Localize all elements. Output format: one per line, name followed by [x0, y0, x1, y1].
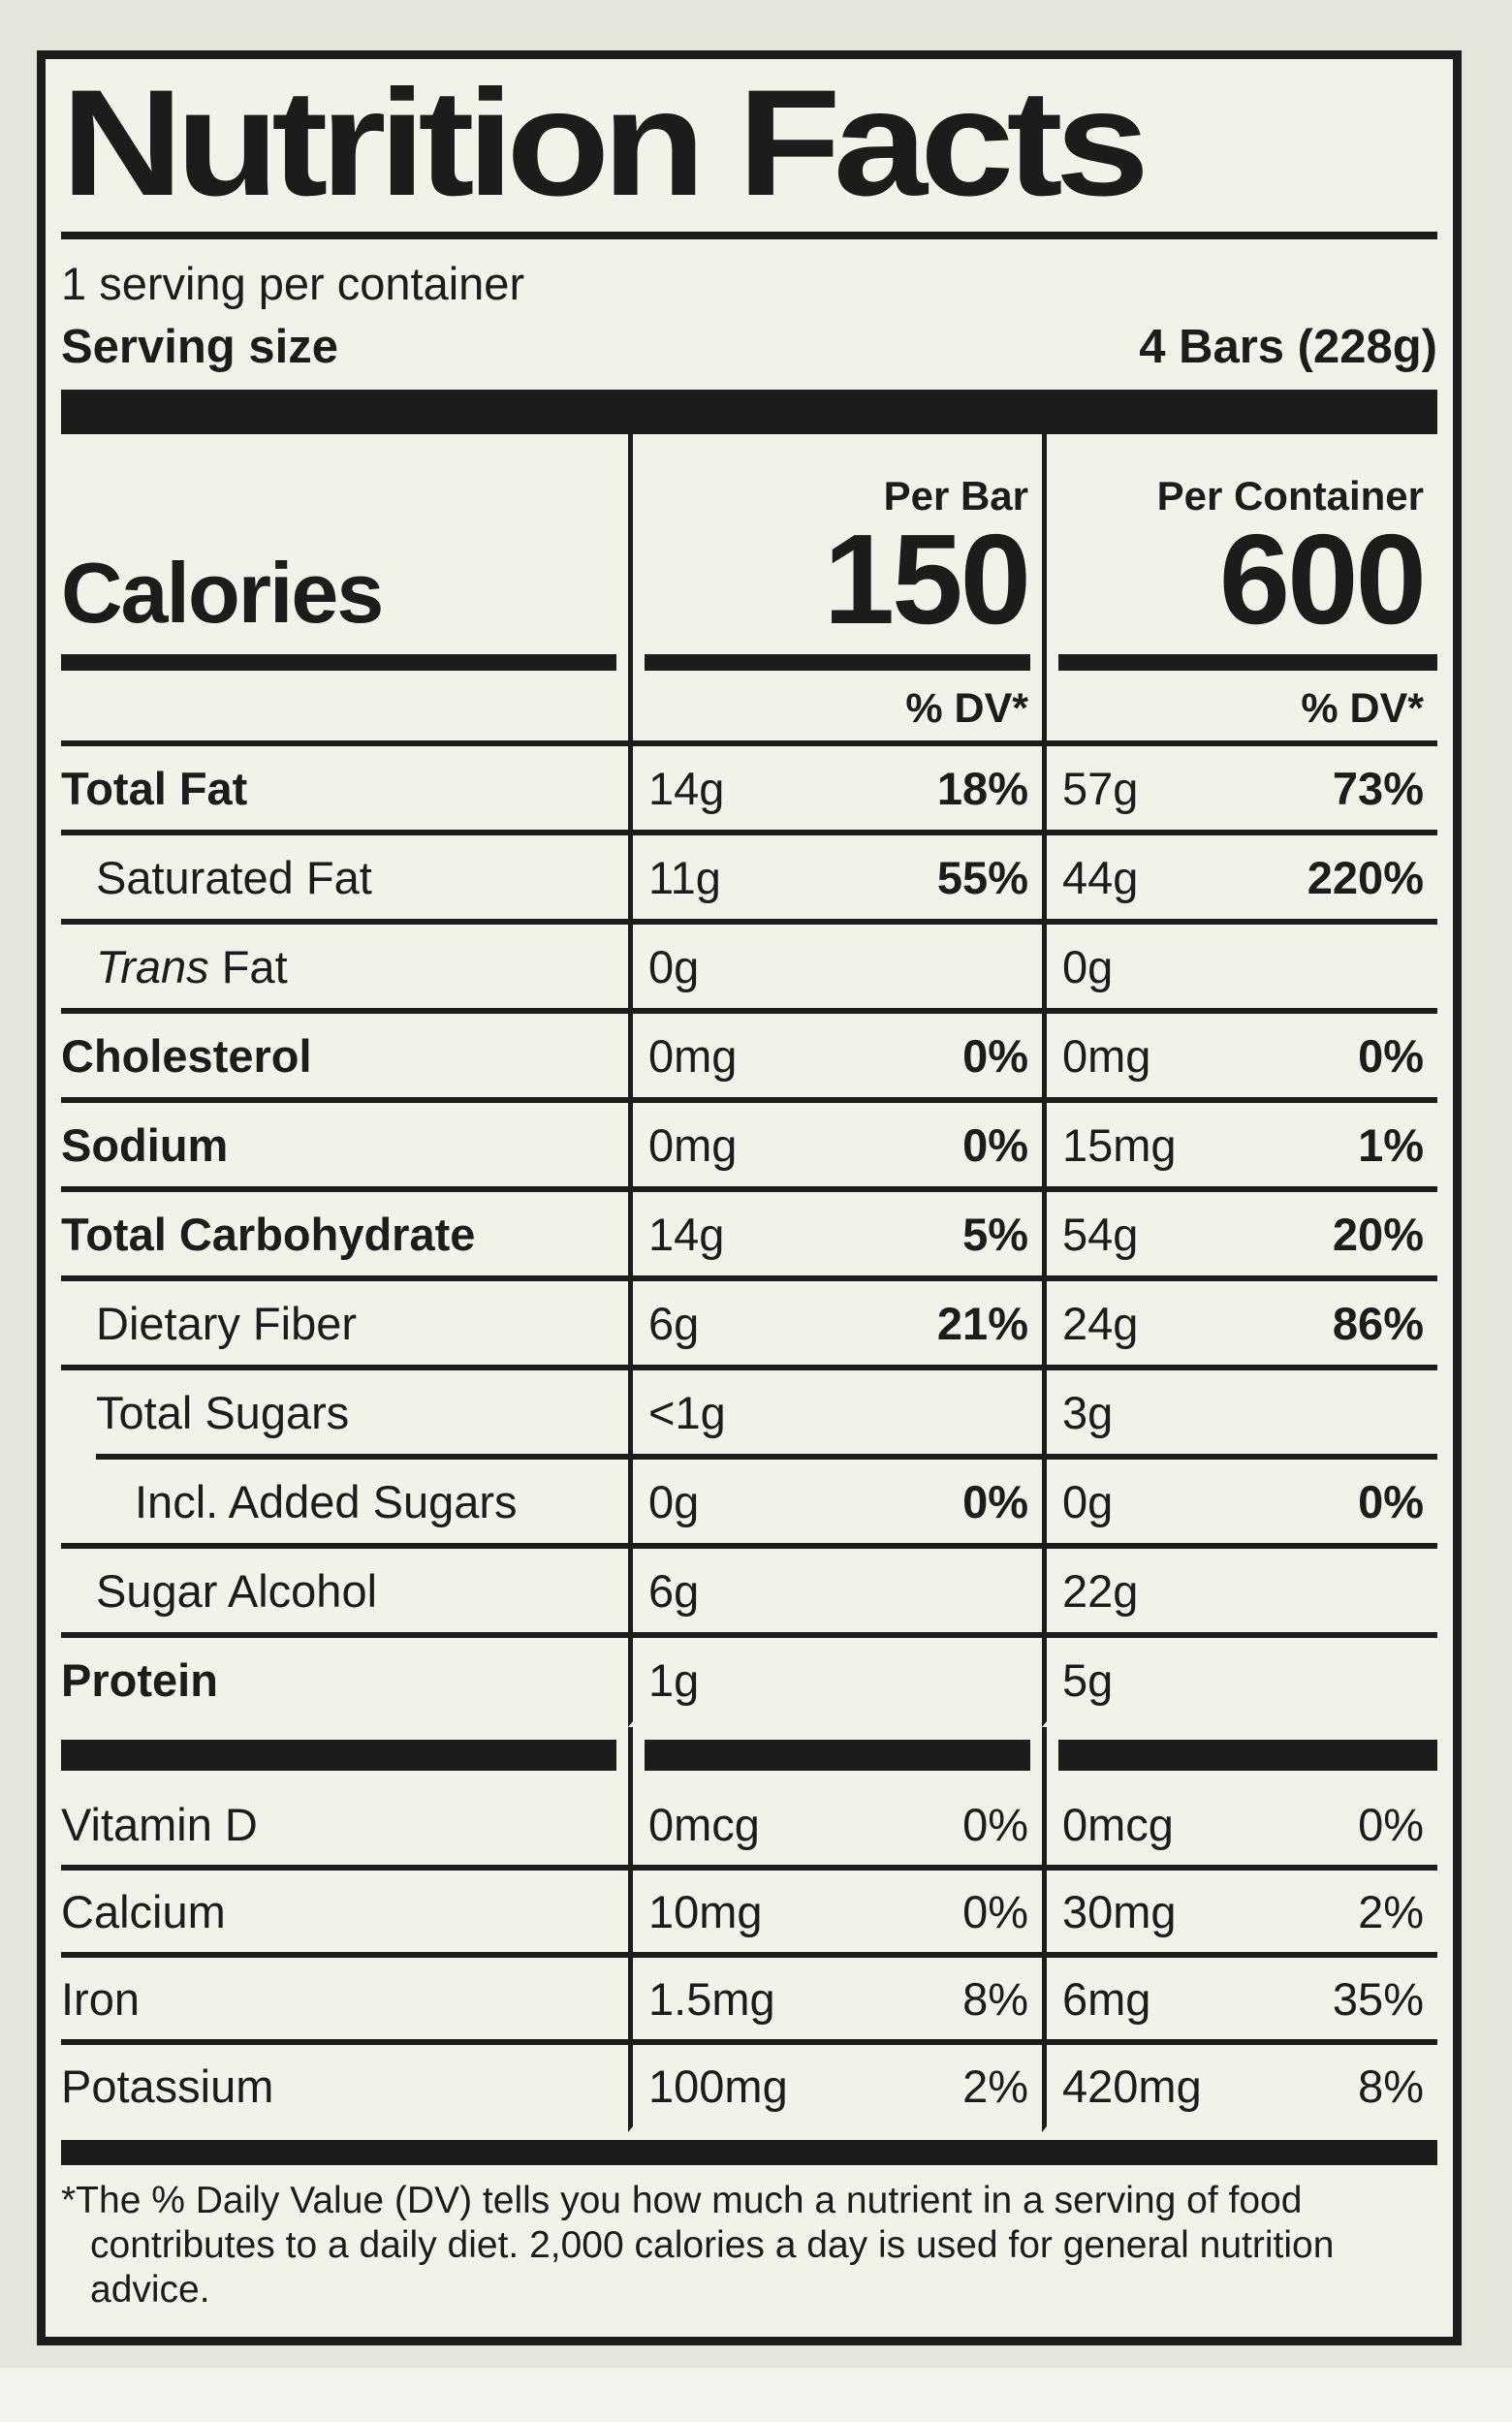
amount: 6g: [648, 1297, 700, 1349]
per-bar-value-cell: [628, 1370, 1042, 1460]
per-container-value-cell: [1042, 1014, 1437, 1103]
nutrient-name-cell: [61, 1192, 628, 1281]
daily-value-percent: 0%: [1358, 1029, 1424, 1082]
amount: 0mg: [1062, 1029, 1151, 1082]
per-bar-value-cell: [628, 1783, 1042, 1871]
nutrient-name: Saturated Fat: [96, 851, 372, 903]
per-container-value-cell: [1042, 1783, 1437, 1871]
daily-value-percent: 20%: [1332, 1208, 1424, 1260]
daily-value-percent: 0%: [962, 1029, 1028, 1082]
nutrient-name-cell: [61, 1014, 628, 1103]
per-bar-value-cell: [628, 1281, 1042, 1370]
per-bar-value-cell: [628, 1549, 1042, 1638]
vitamins-separator-bar: [61, 1740, 616, 1771]
calories-per-container-cell: [1042, 434, 1437, 651]
nutrient-name: Total Carbohydrate: [61, 1208, 476, 1260]
amount: 24g: [1062, 1297, 1139, 1349]
nutrient-name-cell: [61, 1638, 628, 1727]
per-bar-header: Per Bar: [883, 473, 1028, 519]
dv-header-spacer: [61, 671, 628, 746]
amount: 0mcg: [648, 1798, 760, 1850]
calories-rule-cell: [1042, 640, 1437, 671]
daily-value-percent: 2%: [962, 2060, 1028, 2112]
amount: 0g: [1062, 1475, 1114, 1527]
per-container-value-cell: [1042, 1281, 1437, 1370]
per-bar-value-cell: [628, 1460, 1042, 1549]
daily-value-percent: 220%: [1307, 851, 1424, 903]
nutrient-name: Cholesterol: [61, 1029, 312, 1082]
nutrient-name: Sugar Alcohol: [96, 1564, 378, 1617]
amount: 6g: [648, 1564, 700, 1617]
nutrient-name: Protein: [61, 1653, 218, 1706]
per-container-value-cell: [1042, 925, 1437, 1014]
per-bar-value-cell: [628, 835, 1042, 925]
calories-rule-bar: [1058, 654, 1437, 671]
per-container-value-cell: [1042, 1958, 1437, 2045]
per-bar-value-cell: [628, 1192, 1042, 1281]
amount: 3g: [1062, 1386, 1114, 1438]
per-bar-value-cell: [628, 1871, 1042, 1958]
nutrient-name-cell: [61, 2045, 628, 2132]
amount: 0mg: [648, 1118, 738, 1171]
serving-size-label: Serving size: [61, 321, 338, 374]
amount: 14g: [648, 762, 725, 814]
amount: 30mg: [1062, 1885, 1177, 1937]
amount: 420mg: [1062, 2060, 1202, 2112]
header-separator-bar: [61, 390, 1437, 434]
per-container-value-cell: [1042, 2045, 1437, 2132]
footnote: [61, 2179, 1437, 2312]
nutrient-name: Dietary Fiber: [96, 1297, 358, 1349]
nutrient-name-cell: [61, 835, 628, 925]
amount: 44g: [1062, 851, 1139, 903]
per-container-value-cell: [1042, 746, 1437, 835]
nutrient-name-cell: [61, 925, 628, 1014]
calories-rule-cell: [61, 640, 628, 671]
amount: 1g: [648, 1653, 700, 1706]
vitamins-separator-bar: [645, 1740, 1030, 1771]
calories-rule-cell: [628, 640, 1042, 671]
dv-header-per-container: [1042, 671, 1437, 746]
nutrient-name-cell: [61, 746, 628, 835]
dv-header-label: % DV*: [1301, 685, 1424, 733]
daily-value-percent: 21%: [936, 1297, 1028, 1349]
nutrient-name: Incl. Added Sugars: [135, 1475, 518, 1527]
label-title: Nutrition Facts: [61, 59, 1143, 228]
amount: 0mcg: [1062, 1798, 1174, 1850]
daily-value-percent: 8%: [1358, 2060, 1424, 2112]
per-bar-value-cell: [628, 1638, 1042, 1727]
per-bar-value-cell: [628, 1103, 1042, 1192]
daily-value-percent: 86%: [1332, 1297, 1424, 1349]
amount: 0g: [648, 940, 700, 992]
calories-per-bar-cell: [628, 434, 1042, 651]
nutrient-name: Iron: [61, 1972, 140, 2025]
amount: 22g: [1062, 1564, 1139, 1617]
amount: 0mg: [648, 1029, 738, 1082]
servings-per-container: 1 serving per container: [61, 258, 525, 310]
per-container-value-cell: [1042, 1871, 1437, 1958]
nutrient-name-cell: [61, 1460, 628, 1549]
amount: 54g: [1062, 1208, 1139, 1260]
nutrition-facts-label: [37, 50, 1462, 2345]
daily-value-percent: 1%: [1358, 1118, 1424, 1171]
title-rule: [61, 232, 1437, 239]
per-container-value-cell: [1042, 1460, 1437, 1549]
daily-value-percent: 0%: [1358, 1798, 1424, 1850]
per-container-header: Per Container: [1156, 473, 1424, 519]
daily-value-percent: 5%: [962, 1208, 1028, 1260]
calories-label: Calories: [61, 545, 383, 642]
per-container-value-cell: [1042, 1370, 1437, 1460]
amount: 0g: [1062, 940, 1114, 992]
per-bar-value-cell: [628, 746, 1042, 835]
calories-rule-bar: [645, 654, 1030, 671]
per-bar-value-cell: [628, 1014, 1042, 1103]
calories-rule-bar: [61, 654, 616, 671]
daily-value-percent: 35%: [1332, 1972, 1424, 2025]
calories-label-cell: [61, 434, 628, 640]
footnote-separator-bar: [61, 2140, 1437, 2165]
vitamins-separator-cell: [628, 1727, 1042, 1783]
daily-value-percent: 0%: [1358, 1475, 1424, 1527]
daily-value-percent: 0%: [962, 1798, 1028, 1850]
nutrient-name: Vitamin D: [61, 1798, 258, 1850]
amount: 10mg: [648, 1885, 763, 1937]
per-bar-value-cell: [628, 1958, 1042, 2045]
nutrient-name: Potassium: [61, 2060, 274, 2112]
nutrient-name-cell: [61, 1103, 628, 1192]
amount: 6mg: [1062, 1972, 1151, 2025]
amount: 11g: [648, 851, 721, 903]
amount: 14g: [648, 1208, 725, 1260]
calories-per-container-value: 600: [1218, 508, 1424, 651]
amount: 0g: [648, 1475, 700, 1527]
nutrient-name-cell: [61, 1783, 628, 1871]
amount: 1.5mg: [648, 1972, 775, 2025]
nutrient-name: Trans Fat: [96, 940, 288, 992]
per-container-value-cell: [1042, 1549, 1437, 1638]
nutrient-table: [61, 434, 1437, 2132]
daily-value-percent: 73%: [1332, 762, 1424, 814]
per-bar-value-cell: [628, 925, 1042, 1014]
photo-edge: [0, 2368, 1512, 2422]
nutrient-name-cell: [61, 1370, 628, 1460]
per-container-value-cell: [1042, 1192, 1437, 1281]
nutrient-name-cell: [61, 1871, 628, 1958]
daily-value-percent: 0%: [962, 1475, 1028, 1527]
nutrient-name-cell: [61, 1958, 628, 2045]
nutrient-name: Calcium: [61, 1885, 226, 1937]
per-container-value-cell: [1042, 1638, 1437, 1727]
per-container-value-cell: [1042, 1103, 1437, 1192]
daily-value-percent: 55%: [936, 851, 1028, 903]
daily-value-percent: 2%: [1358, 1885, 1424, 1937]
nutrient-name-cell: [61, 1281, 628, 1370]
daily-value-percent: 0%: [962, 1885, 1028, 1937]
amount: 57g: [1062, 762, 1139, 814]
footnote-line-1: *The % Daily Value (DV) tells you how much a nutrient in a serving of food: [61, 2180, 1303, 2222]
nutrient-name: Total Fat: [61, 762, 248, 814]
dv-header-per-bar: [628, 671, 1042, 746]
amount: 100mg: [648, 2060, 788, 2112]
amount: <1g: [648, 1386, 726, 1438]
serving-size-row: [61, 320, 1437, 374]
per-container-value-cell: [1042, 835, 1437, 925]
per-bar-value-cell: [628, 2045, 1042, 2132]
amount: 15mg: [1062, 1118, 1177, 1171]
daily-value-percent: 8%: [962, 1972, 1028, 2025]
footnote-line-2: contributes to a daily diet. 2,000 calories a day is used for general nutrition advice.: [90, 2224, 1335, 2312]
vitamins-separator-bar: [1058, 1740, 1437, 1771]
nutrient-name: Sodium: [61, 1118, 229, 1171]
dv-header-label: % DV*: [905, 685, 1028, 733]
daily-value-percent: 0%: [962, 1118, 1028, 1171]
vitamins-separator-cell: [1042, 1727, 1437, 1783]
amount: 5g: [1062, 1653, 1114, 1706]
daily-value-percent: 18%: [936, 762, 1028, 814]
nutrient-name-cell: [61, 1549, 628, 1638]
vitamins-separator-cell: [61, 1727, 628, 1783]
nutrient-name: Total Sugars: [96, 1386, 350, 1438]
serving-size-value: 4 Bars (228g): [1139, 321, 1437, 374]
calories-per-bar-value: 150: [823, 508, 1028, 651]
